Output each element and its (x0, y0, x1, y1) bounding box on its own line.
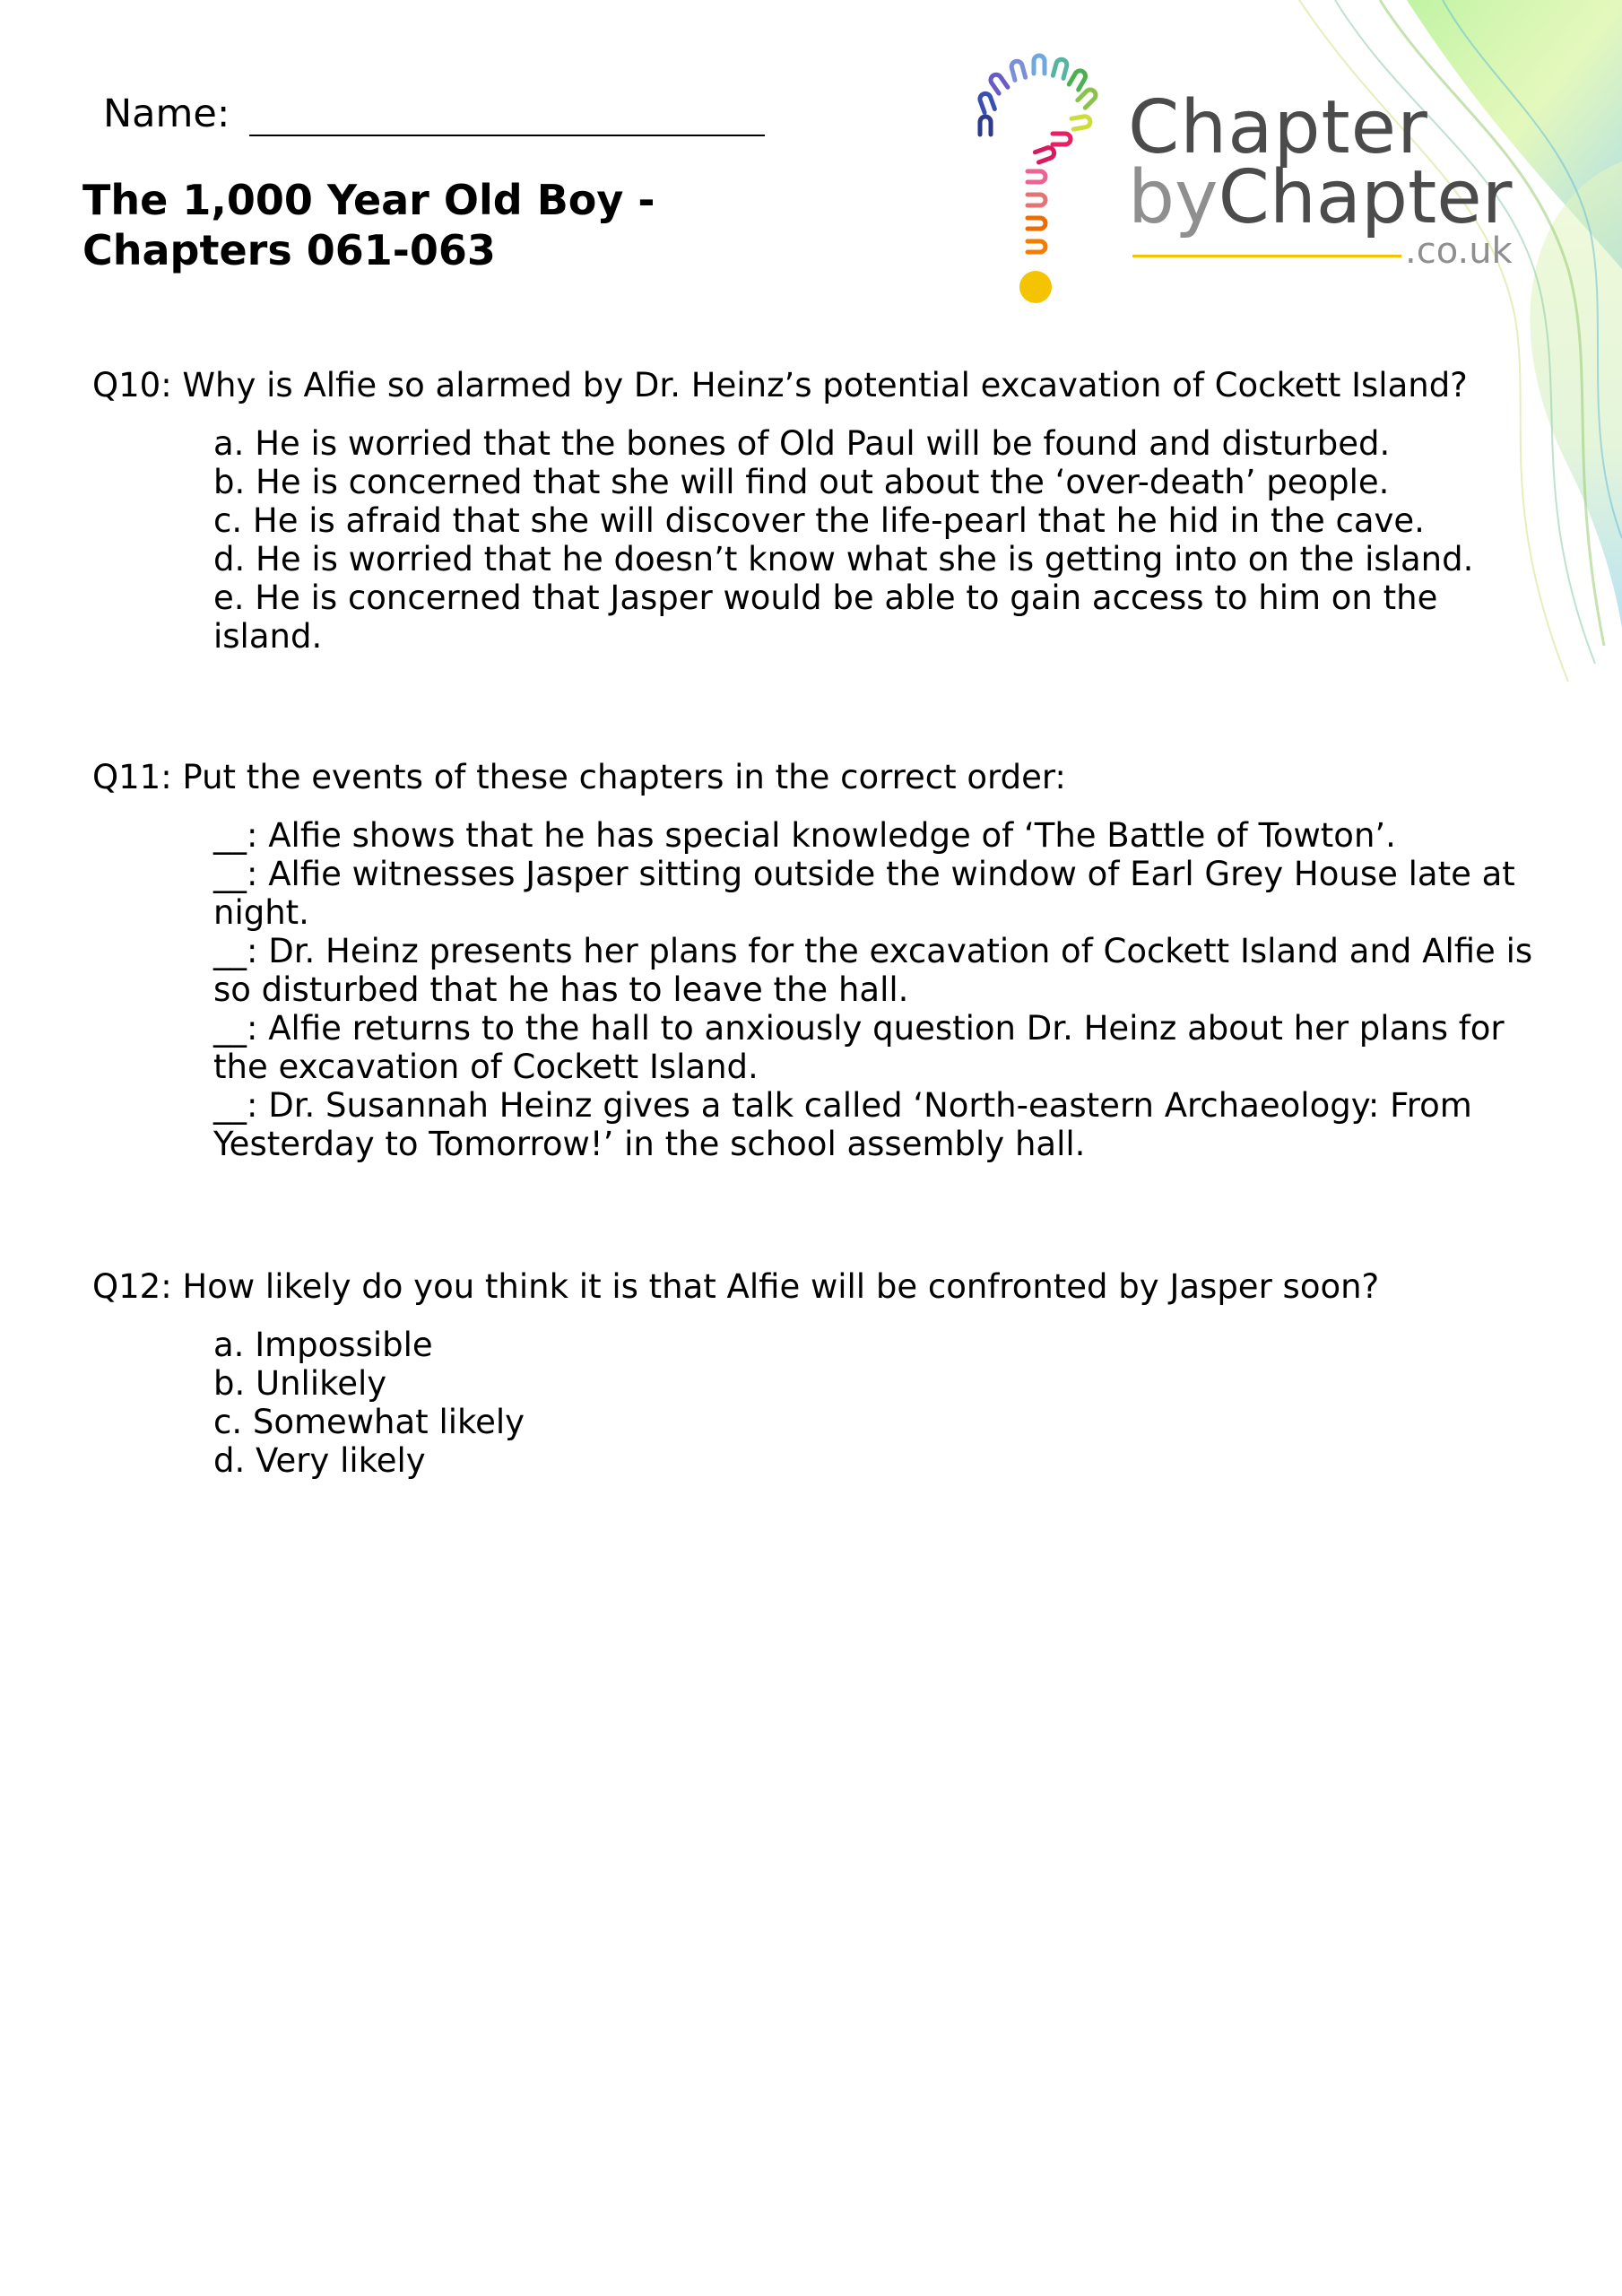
logo-word-by: by (1128, 155, 1219, 240)
name-blank-line (249, 90, 765, 136)
logo-word-bychapter (1128, 155, 1513, 240)
question-11-events (213, 816, 1540, 1163)
question-12-option-b: b. Unlikely (213, 1364, 387, 1403)
question-12-prompt: Q12: How likely do you think it is that Alfie will be confronted by Jasper soon? (92, 1267, 1380, 1306)
question-10-option-c: c. He is afraid that she will discover the life-pearl that he hid in the cave. (213, 501, 1425, 540)
question-11-event-1: __: Alfie shows that he has special knowledge of ‘The Battle of Towton’. (213, 816, 1396, 855)
logo-domain: .co.uk (1405, 230, 1513, 272)
name-label: Name: (103, 91, 230, 136)
question-10-option-b: b. He is concerned that she will find out about the ‘over-death’ people. (213, 463, 1390, 501)
question-11-event-3: __: Dr. Heinz presents her plans for the excavation of Cockett Island and Alfie is so disturbed that he has to leave the hall. (213, 932, 1533, 1009)
question-12-option-d: d. Very likely (213, 1441, 426, 1480)
question-11-prompt: Q11: Put the events of these chapters in the correct order: (92, 758, 1066, 796)
title-line-1: The 1,000 Year Old Boy - (82, 176, 655, 224)
logo-word-chapter: Chapter (1128, 85, 1428, 170)
question-12-option-a: a. Impossible (213, 1326, 433, 1364)
question-10-option-a: a. He is worried that the bones of Old Paul will be found and disturbed. (213, 424, 1391, 463)
question-10-options (213, 424, 1487, 656)
question-11-event-5: __: Dr. Susannah Heinz gives a talk called ‘North-eastern Archaeology: From Yesterday to Tomorrow!’ in the school assembly hall. (213, 1086, 1472, 1163)
logo-word-chapter-2: Chapter (1218, 155, 1513, 240)
question-10-option-d: d. He is worried that he doesn’t know what she is getting into on the island. (213, 540, 1474, 578)
chapter-by-chapter-logo (964, 52, 1538, 312)
title-line-2: Chapters 061-063 (82, 226, 496, 274)
question-10-option-e: e. He is concerned that Jasper would be able to gain access to him on the island. (213, 578, 1438, 656)
question-11-event-4: __: Alfie returns to the hall to anxiously question Dr. Heinz about her plans for the excavation of Cockett Island. (213, 1009, 1505, 1086)
question-11-event-2: __: Alfie witnesses Jasper sitting outside the window of Earl Grey House late at night. (213, 855, 1515, 932)
question-12-option-c: c. Somewhat likely (213, 1403, 525, 1441)
name-field (103, 90, 765, 136)
question-10-prompt: Q10: Why is Alfie so alarmed by Dr. Heinz’s potential excavation of Cockett Island? (92, 366, 1468, 404)
worksheet-title (82, 175, 728, 275)
question-mark-books-icon (964, 52, 1116, 312)
logo-underline (1132, 255, 1401, 257)
question-12-options (213, 1326, 1020, 1480)
